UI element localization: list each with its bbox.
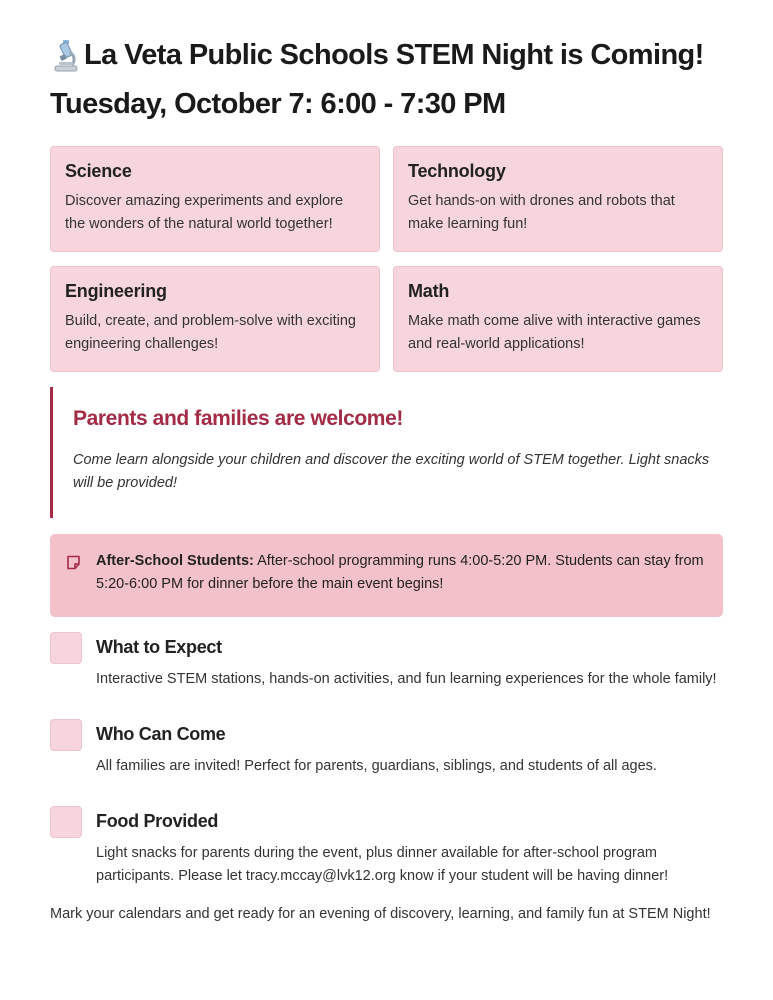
detail-heading: Food Provided (96, 811, 219, 831)
detail-heading: Who Can Come (96, 724, 226, 744)
card-text: Get hands-on with drones and robots that make learning fun! (408, 193, 675, 232)
detail-text: Interactive STEM stations, hands-on activities, and fun learning experiences for the whole family! (96, 671, 717, 687)
card-text: Make math come alive with interactive games and real-world applications! (408, 313, 701, 352)
card-technology (393, 146, 723, 252)
callout-label: After-School Students: (96, 553, 254, 569)
closing-text: Mark your calendars and get ready for an evening of discovery, learning, and family fun at STEM Night! (50, 906, 711, 922)
card-text: Discover amazing experiments and explore the wonders of the natural world together! (65, 193, 344, 232)
bullet-box (50, 719, 82, 751)
detail-text: Light snacks for parents during the event, plus dinner available for after-school program participants. Please let tracy.mccay@lvk12.org know if your student will be having dinner! (96, 845, 669, 884)
card-heading: Science (65, 161, 132, 181)
card-math (393, 266, 723, 372)
microscope-icon (50, 38, 82, 72)
bullet-box (50, 632, 82, 664)
card-text: Build, create, and problem-solve with exciting engineering challenges! (65, 313, 356, 352)
detail-text: All families are invited! Perfect for parents, guardians, siblings, and students of all ages. (96, 758, 657, 774)
callout-text (96, 550, 707, 596)
page-title (50, 38, 740, 72)
card-heading: Technology (408, 161, 506, 181)
card-heading: Engineering (65, 281, 167, 301)
note-icon (66, 555, 81, 570)
event-date-time: Tuesday, October 7: 6:00 - 7:30 PM (50, 88, 506, 120)
callout-body: After-school programming runs 4:00-5:20 PM. Students can stay from 5:20-6:00 PM for dinner before the main event begins! (96, 553, 704, 592)
card-engineering (50, 266, 380, 372)
title-text: La Veta Public Schools STEM Night is Coming! (84, 38, 704, 71)
card-science (50, 146, 380, 252)
welcome-quote (50, 387, 723, 518)
bullet-box (50, 806, 82, 838)
welcome-text: Come learn alongside your children and discover the exciting world of STEM together. Light snacks will be provided! (73, 452, 710, 491)
after-school-callout (50, 534, 723, 617)
card-heading: Math (408, 281, 450, 301)
welcome-heading: Parents and families are welcome! (73, 407, 403, 430)
detail-heading: What to Expect (96, 637, 222, 657)
